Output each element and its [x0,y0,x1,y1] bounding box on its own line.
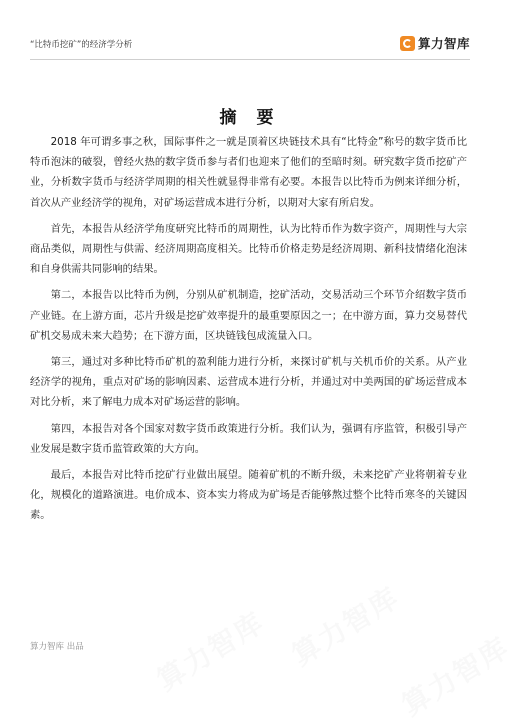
header-divider [30,59,470,60]
abstract-body [30,132,467,532]
watermark: 算力智库 [286,580,406,673]
page-header [30,34,470,56]
paragraph-third: 第三，通过对多种比特币矿机的盈利能力进行分析，来探讨矿机与关机币价的关系。从产业经济学的视角，重点对矿场的影响因素、运营成本进行分析，并通过对中美两国的矿场运营成本对比分析，来了解电力成本对矿场运营的影响。 [30,356,467,409]
logo-text: 算力智库 [417,36,470,51]
suanli-logo-icon [400,36,415,51]
footer-credit: 算力智库 出品 [30,642,84,652]
brand-logo [400,34,470,52]
paragraph-last: 最后，本报告对比特币挖矿行业做出展望。随着矿机的不断升级，未来挖矿产业将朝着专业化，规模化的道路演进。电价成本、资本实力将成为矿场是否能够熬过整个比特币寒冬的关键因素。 [30,469,467,522]
paragraph-first: 首先，本报告从经济学角度研究比特币的周期性，认为比特币作为数字资产，周期性与大宗商品类似，周期性与供需、经济周期高度相关。比特币价格走势是经济周期、新科技情绪化泡沫和自身供需共同影响的结果。 [30,222,467,276]
paragraph-fourth: 第四，本报告对各个国家对数字货币政策进行分析。我们认为，强调有序监管，积极引导产业发展是数字货币监管政策的大方向。 [30,422,467,455]
page-heading: 摘 要 [219,108,281,128]
report-title: “比特币挖矿”的经济学分析 [30,40,133,50]
watermark: 算力智库 [151,605,271,698]
paragraph-intro: 2018 年可谓多事之秋，国际事件之一就是顶着区块链技术具有“比特金”称号的数字货币比特币泡沫的破裂，曾经火热的数字货币参与者们也迎来了他们的至暗时刻。研究数字货币挖矿产业，分析数字货币与经济学周期的相关性就显得非常有必要。本报告以比特币为例来详细分析，首次从产业经济学的视角，对矿场运营成本进行分析，以期对大家有所启发。 [30,136,467,209]
paragraph-second: 第二，本报告以比特币为例，分别从矿机制造，挖矿活动，交易活动三个环节介绍数字货币产业链。在上游方面，芯片升级是挖矿效率提升的最重要原因之一；在中游方面，算力交易替代矿机交易成未来大趋势；在下游方面，区块链钱包成流量入口。 [30,289,467,342]
watermark: 算力智库 [396,630,516,723]
